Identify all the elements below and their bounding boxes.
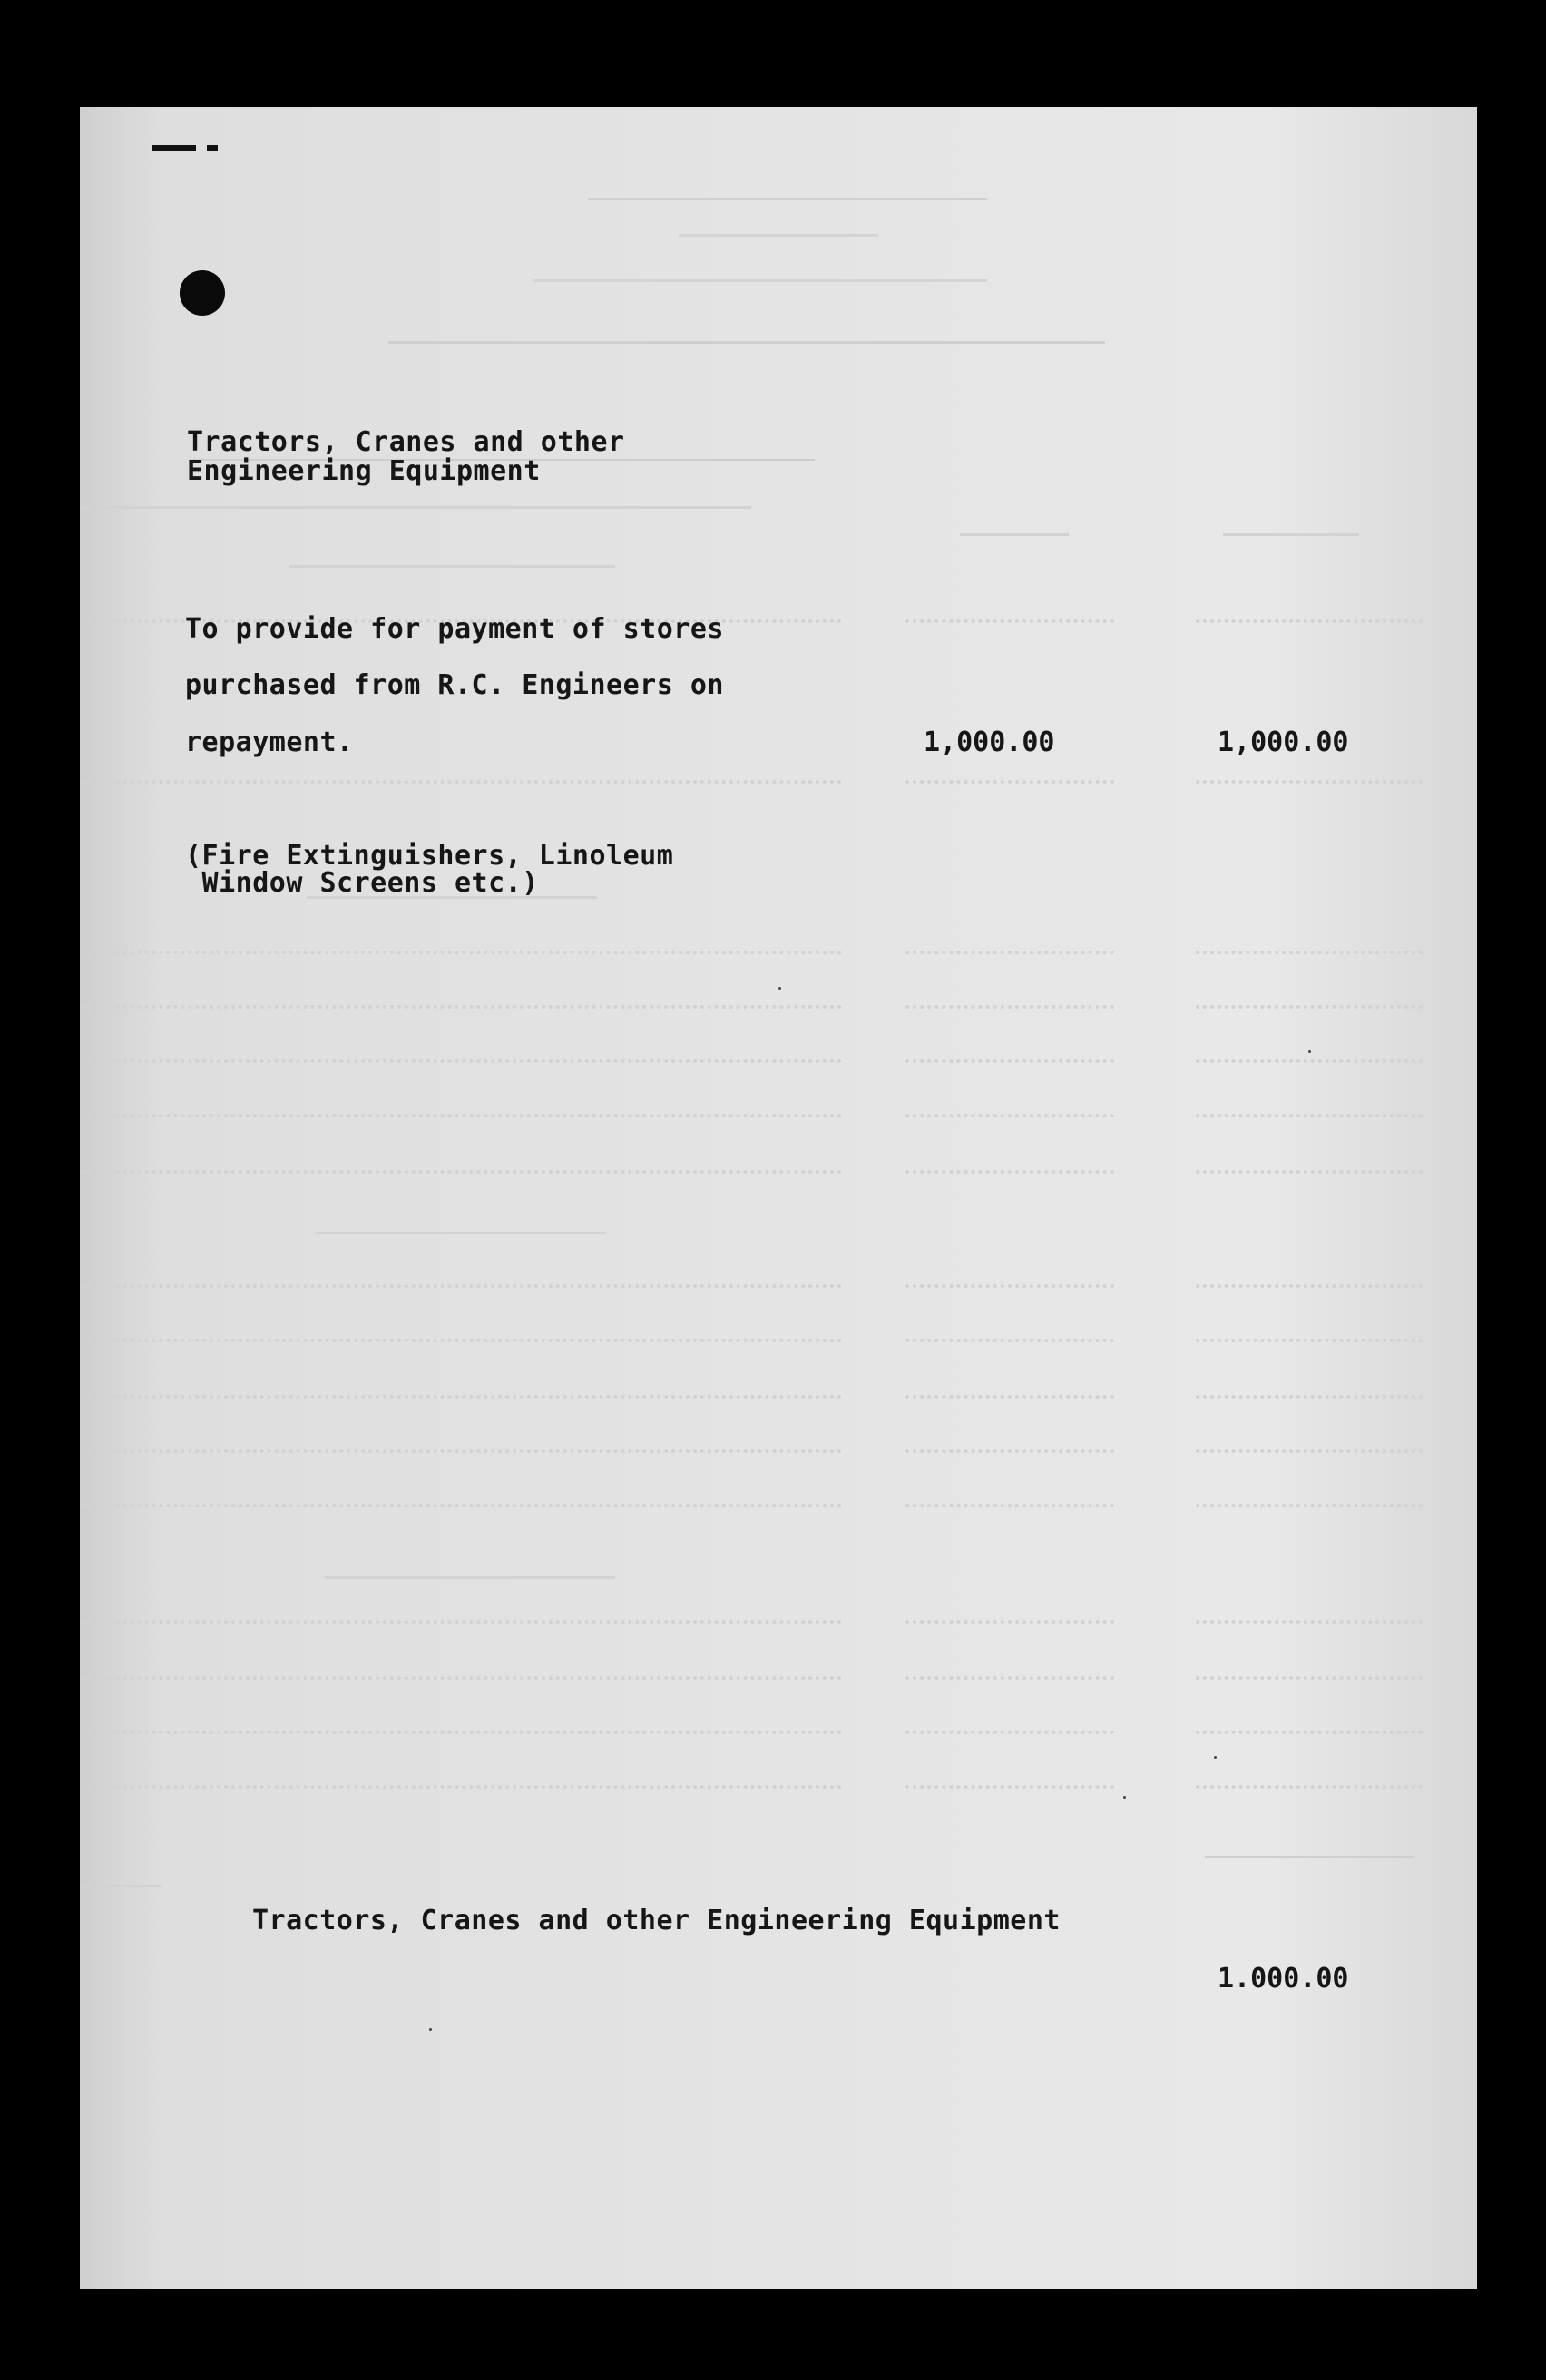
dotted-leader [1196, 1676, 1423, 1680]
form-rule [289, 565, 615, 568]
speck [429, 2028, 432, 2031]
ink-mark [152, 145, 234, 154]
dotted-leader [1196, 1005, 1423, 1009]
dotted-leader [80, 1676, 842, 1680]
description-line-2: purchased from R.C. Engineers on [185, 669, 724, 701]
form-rule [325, 1576, 615, 1579]
form-rule [80, 506, 751, 509]
punch-hole [180, 270, 225, 316]
dotted-leader [80, 1504, 842, 1507]
dotted-leader [1196, 951, 1423, 954]
speck [778, 987, 781, 990]
dotted-leader [80, 1114, 842, 1117]
dotted-leader [905, 1339, 1114, 1342]
form-rule [316, 1232, 606, 1234]
dotted-leader [1196, 1059, 1423, 1063]
dotted-leader [905, 1059, 1114, 1063]
dotted-leader [80, 1785, 842, 1789]
note-line-1: (Fire Extinguishers, Linoleum [185, 840, 674, 872]
description-line-1: To provide for payment of stores [185, 613, 724, 645]
dotted-leader [905, 1504, 1114, 1507]
dotted-leader [80, 780, 842, 784]
dotted-leader [1196, 1339, 1423, 1342]
dotted-leader [80, 1005, 842, 1009]
document-page [80, 107, 1477, 2289]
form-rule [1223, 533, 1359, 536]
dotted-leader [905, 1005, 1114, 1009]
dotted-leader [1196, 1731, 1423, 1734]
speck [1214, 1756, 1217, 1759]
dotted-leader [80, 1731, 842, 1734]
note-line-2: Window Screens etc.) [185, 867, 539, 899]
dotted-leader [905, 1620, 1114, 1624]
dotted-leader [1196, 780, 1423, 784]
dotted-leader [80, 1284, 842, 1288]
dotted-leader [1196, 1170, 1423, 1174]
form-rule [588, 198, 987, 200]
speck [1308, 1050, 1311, 1053]
form-rule [80, 1885, 161, 1887]
dotted-leader [1196, 1114, 1423, 1117]
dotted-leader [80, 1449, 842, 1453]
form-rule [1205, 1856, 1414, 1858]
dotted-leader [1196, 1284, 1423, 1288]
dotted-leader [1196, 1504, 1423, 1507]
dotted-leader [905, 780, 1114, 784]
dotted-leader [905, 1284, 1114, 1288]
dotted-leader [1196, 1449, 1423, 1453]
dotted-leader [905, 1170, 1114, 1174]
dotted-leader [80, 1395, 842, 1399]
speck [1123, 1796, 1126, 1799]
form-rule [679, 234, 878, 237]
dotted-leader [905, 1731, 1114, 1734]
description-line-3: repayment. [185, 727, 354, 758]
dotted-leader [1196, 1620, 1423, 1624]
dotted-leader [905, 1395, 1114, 1399]
dotted-leader [905, 1114, 1114, 1117]
dotted-leader [1196, 619, 1423, 623]
dotted-leader [80, 1059, 842, 1063]
amount-column-1: 1,000.00 [924, 727, 1055, 758]
form-rule [960, 533, 1069, 536]
item-title-line-2: Engineering Equipment [187, 455, 541, 487]
dotted-leader [80, 1339, 842, 1342]
dotted-leader [905, 1676, 1114, 1680]
total-amount: 1.000.00 [1218, 1963, 1349, 1995]
form-rule [388, 341, 1105, 344]
dotted-leader [905, 619, 1114, 623]
dotted-leader [905, 951, 1114, 954]
dotted-leader [1196, 1785, 1423, 1789]
dotted-leader [905, 1449, 1114, 1453]
dotted-leader [905, 1785, 1114, 1789]
dotted-leader [80, 951, 842, 954]
dotted-leader [80, 1620, 842, 1624]
total-label: Tractors, Cranes and other Engineering Equipment [252, 1905, 1061, 1936]
amount-column-2: 1,000.00 [1218, 727, 1349, 758]
dotted-leader [1196, 1395, 1423, 1399]
item-title-line-1: Tractors, Cranes and other [187, 426, 625, 458]
form-rule [533, 279, 987, 282]
dotted-leader [80, 1170, 842, 1174]
